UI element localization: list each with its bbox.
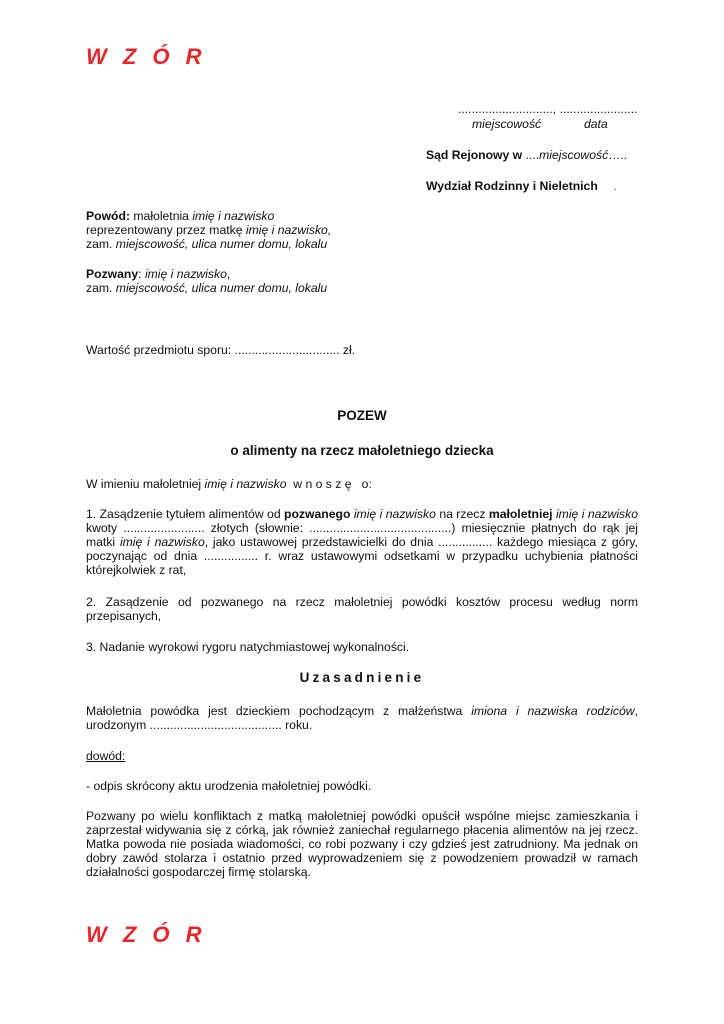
watermark-top: W Z Ó R <box>86 44 207 69</box>
point-3: 3. Nadanie wyrokowi rygoru natychmiastowej wykonalności. <box>86 640 410 654</box>
court-dots-prefix: .... <box>525 148 540 162</box>
defendant-block <box>86 267 327 295</box>
plaintiff-line2-prefix: reprezentowany przez matkę <box>86 223 246 237</box>
plaintiff-line1 <box>86 209 331 223</box>
defendant-address: miejscowość, ulica numer domu, lokalu <box>115 281 328 295</box>
point-1-minor: małoletniej <box>488 507 553 521</box>
court-dots-suffix: ….. <box>608 148 628 162</box>
defendant-sep: : <box>138 267 145 281</box>
date-label: data <box>584 117 608 131</box>
point-1-e: na rzecz <box>435 507 489 521</box>
point-1-defendant: pozwanego <box>284 507 351 521</box>
point-1-i: kwoty ........................ złotych (słownie: ..........................................) miesięcznie płatnych do rąk jej matki <box>86 521 638 549</box>
defendant-line2-prefix: zam. <box>86 281 116 295</box>
defendant-line2 <box>86 281 327 295</box>
watermark-bottom: W Z Ó R <box>86 922 207 947</box>
defendant-label: Pozwany <box>86 267 139 281</box>
intro-prefix: W imieniu małoletniej <box>86 477 205 491</box>
point-1-mother-name: imię i nazwisko <box>119 535 205 549</box>
plaintiff-mother-name: imię i nazwisko, <box>245 223 332 237</box>
evidence-label: dowód: <box>86 749 126 763</box>
court-line <box>426 148 627 162</box>
justification-para-2: Pozwany po wielu konfliktach z matką małoletniej powódki opuścił wspólne miejsc zamieszkania i zaprzestał widywania się z córką, jak również zaniechał regularnego płacenia alimentów na jej rzecz. Matka powoda nie posiada wiadomości, co robi pozwany i czy gdzieś jest zatrudniony. Ma jednak on dobry zawód stolarza i ostatnio przed wyprowadzeniem się z powodzeniem prowadził w ramach działalności gospodarczej firmę stolarską. <box>86 809 638 879</box>
court-place: miejscowość <box>539 148 609 162</box>
claim-value: Wartość przedmiotu sporu: ............................... zł. <box>86 343 356 357</box>
document-title: POZEW <box>337 408 387 423</box>
intro-line <box>86 477 372 491</box>
plaintiff-address: miejscowość, ulica numer domu, lokalu <box>115 237 328 251</box>
plaintiff-name: imię i nazwisko <box>192 209 275 223</box>
para-1-c: , urodzonym ....................................... roku. <box>86 704 638 732</box>
defendant-line1 <box>86 267 327 281</box>
evidence-item: - odpis skrócony aktu urodzenia małoletniej powódki. <box>86 779 372 793</box>
point-1-defendant-name: imię i nazwisko <box>353 507 436 521</box>
place-date-dots: ............................, ....................... <box>458 102 638 116</box>
plaintiff-label: Powód: <box>86 209 131 223</box>
court-label: Sąd Rejonowy w <box>426 148 526 162</box>
plaintiff-line3 <box>86 237 331 251</box>
justification-para-1 <box>86 704 638 732</box>
point-1-minor-name: imię i nazwisko <box>555 507 639 521</box>
place-label: miejscowość <box>472 117 542 131</box>
plaintiff-line3-prefix: zam. <box>86 237 116 251</box>
para-1-parents-names: imiona i nazwiska rodziców <box>471 704 635 718</box>
point-1 <box>86 507 638 577</box>
intro-verb: w n o s z ę o: <box>286 477 372 491</box>
defendant-suffix: , <box>226 267 231 281</box>
document-subtitle: o alimenty na rzecz małoletniego dziecka <box>230 443 494 458</box>
justification-title: Uzasadnienie <box>299 670 425 685</box>
division-line <box>426 179 617 195</box>
plaintiff-line2 <box>86 223 331 237</box>
point-1-a: 1. Zasądzenie tytułem alimentów od <box>86 507 285 521</box>
para-1-a: Małoletnia powódka jest dzieckiem pochodzącym z małżeństwa <box>86 704 472 718</box>
division-name: Wydział Rodzinny i Nieletnich <box>426 179 598 193</box>
plaintiff-line1-prefix: małoletnia <box>130 209 193 223</box>
intro-name: imię i nazwisko <box>204 477 287 491</box>
point-2: 2. Zasądzenie od pozwanego na rzecz małoletniej powódki kosztów procesu według norm przepisanych, <box>86 595 638 623</box>
point-1-k: , jako ustawowej przedstawicielki do dnia ................ każdego miesiąca z góry, poczynając od dnia ................ r. wraz ustawowymi odsetkami w przypadku uchybienia płatności którejkolwiek z rat, <box>86 535 639 577</box>
plaintiff-block <box>86 209 331 251</box>
division-dot: . <box>613 182 617 193</box>
defendant-name: imię i nazwisko <box>144 267 227 281</box>
